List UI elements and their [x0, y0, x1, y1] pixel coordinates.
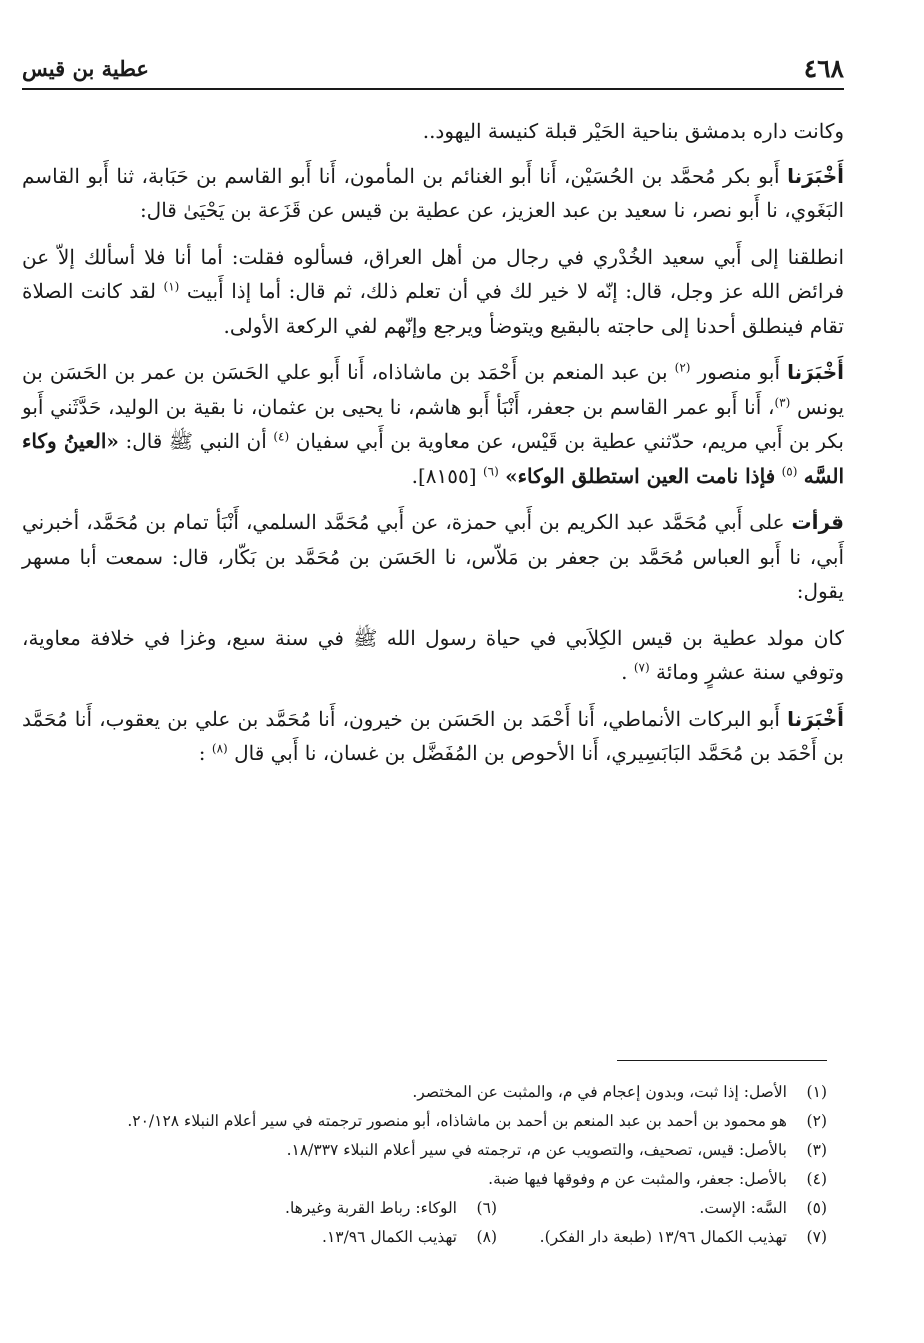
footnote-text: تهذيب الكمال ١٣/٩٦.: [322, 1228, 457, 1246]
footnotes: [48, 1078, 827, 1252]
paragraph-text: انطلقنا إلى أَبي سعيد الخُدْري في رجال من أهل العراق، فسألوه فقلت: أما أنا فلا أسألك إلاّ عن فرائض الله عز وجل، قال: إنّه لا خير لك في أن تعلم ذلك، ثم قال: أما إذا أَبيت: [22, 244, 845, 303]
footnote-number: (٦): [476, 1199, 497, 1217]
footnote-number: (١): [806, 1083, 827, 1101]
hadith-number: [٨١٥٥].: [411, 463, 477, 488]
paragraph-text: أَبو بكر مُحمَّد بن الحُسَيْن، أَنا أَبو الغنائم بن المأمون، أَنا أَبو القاسم بن حَبَابة، ثنا أَبو القاسم البَغَوي، نا أَبو نصر، نا سعيد بن عبد العزيز، عن عطية بن قيس عن قَزَعة بن يَحْيَىٰ قال:: [22, 163, 844, 222]
page-header: [22, 54, 844, 90]
footnote-ref-6[interactable]: (٦): [482, 463, 499, 478]
footnote-number: (٨): [476, 1228, 497, 1246]
paragraph-4: [22, 355, 844, 493]
paragraph-lead: أَخْبَرَنا: [787, 706, 844, 731]
hadith-quote: فإذا نامت العين استطلق الوكاء»: [505, 463, 776, 488]
footnote-ref-8[interactable]: (٨): [211, 741, 228, 756]
paragraph-text: :: [198, 741, 206, 765]
paragraph-text: أن النبي ﷺ قال:: [125, 429, 267, 453]
hadith-quote: «العينُ وكاء السَّه: [22, 429, 844, 488]
footnote-ref-5[interactable]: (٥): [781, 463, 798, 478]
paragraph-1: [22, 114, 844, 149]
footnote-ref-2[interactable]: (٢): [674, 360, 691, 375]
paragraph-text: بن عبد المنعم بن أَحْمَد بن ماشاذاه، أَنا أَبو علي الحَسَن بن عمر بن الحَسَن بن يونس: [22, 360, 845, 419]
footnote-number: (٤): [806, 1170, 827, 1188]
paragraph-6: [22, 621, 844, 690]
footnote-text: الوكاء: رباط القربة وغيرها.: [285, 1199, 457, 1217]
footnote-text: السَّه: الإست.: [699, 1199, 787, 1217]
paragraph-2: [22, 159, 844, 228]
running-title: عطية بن قيس: [22, 56, 149, 81]
footnote-4: [48, 1165, 827, 1194]
footnote-ref-4[interactable]: (٤): [273, 429, 290, 444]
footnote-7: [497, 1223, 827, 1252]
paragraph-lead: أَخْبَرَنا: [787, 163, 844, 188]
paragraph-text: على أَبي مُحَمَّد عبد الكريم بن أَبي حمزة، عن أَبي مُحَمَّد السلمي، أَنْبَأ تمام بن مُحَمَّد، أخبرني أَبي، نا أَبو العباس مُحَمَّد بن جعفر بن مَلاّس، نا الحَسَن بن مُحَمَّد بن بَكّار، قال: سمعت أبا مسهر يقول:: [22, 510, 844, 603]
footnote-8: [167, 1223, 497, 1252]
paragraph-lead: قرأت: [791, 510, 845, 534]
paragraph-text: لقد كانت الصلاة تقام فينطلق أحدنا إلى حاجته بالبقيع ويتوضأ ويرجع وإنّهم لفي الركعة الأولى.: [22, 279, 844, 338]
paragraph-text: أَبو البركات الأنماطي، أَنا أَحْمَد بن الحَسَن بن خيرون، أَنا مُحَمَّد بن علي بن يعقوب، أَنا مُحَمَّد بن أَحْمَد بن مُحَمَّد البَابَسِيري، أَنا الأحوص بن المُفَضَّل بن غسان، نا أَبي قال: [22, 706, 844, 765]
footnote-text: بالأصل: جعفر، والمثبت عن م وفوقها فيها ضبة.: [488, 1170, 787, 1188]
paragraph-3: [22, 240, 844, 344]
footnote-text: تهذيب الكمال ١٣/٩٦ (طبعة دار الفكر).: [539, 1228, 787, 1246]
footnote-6: [167, 1194, 497, 1223]
main-text: [22, 114, 844, 783]
footnote-pair-5-6: [48, 1194, 827, 1223]
footnote-2: [48, 1107, 827, 1136]
footnote-number: (٢): [806, 1112, 827, 1130]
footnote-number: (٣): [806, 1141, 827, 1159]
footnote-pair-7-8: [48, 1223, 827, 1252]
footnote-text: الأصل: إذا ثبت، وبدون إعجام في م، والمثبت عن المختصر.: [412, 1083, 787, 1101]
paragraph-5: [22, 505, 844, 609]
footnote-5: [497, 1194, 827, 1223]
page-number: ٤٦٨: [803, 54, 844, 83]
paragraph-text: أَبو منصور: [697, 360, 781, 384]
footnote-ref-1[interactable]: (١): [163, 279, 180, 294]
footnote-ref-7[interactable]: (٧): [633, 660, 650, 675]
footnote-ref-3[interactable]: (٣): [774, 394, 791, 409]
footnote-number: (٥): [806, 1199, 827, 1217]
footnote-number: (٧): [806, 1228, 827, 1246]
footnote-divider: [617, 1060, 827, 1061]
paragraph-text: ، أَنا أَبو عمر القاسم بن جعفر، أَنْبَأ أَبو هاشم، نا يحيى بن عثمان، نا بقية بن الوليد، حَدَّثَني أَبو بكر بن أَبي مريم، حدّثني عطية بن قَيْس، عن معاوية بن أَبي سفيان: [22, 394, 844, 453]
paragraph-lead: أَخْبَرَنا: [787, 360, 844, 384]
footnote-text: هو محمود بن أحمد بن عبد المنعم بن أحمد بن ماشاذاه، أبو منصور ترجمته في سير أعلام النبلاء ٢٠/١٢٨.: [127, 1112, 787, 1130]
footnote-1: [48, 1078, 827, 1107]
paragraph-7: [22, 702, 844, 771]
paragraph-text: وكانت داره بدمشق بناحية الحَيْر قبلة كنيسة اليهود..: [422, 119, 844, 143]
footnote-text: بالأصل: قيس، تصحيف، والتصويب عن م، ترجمته في سير أعلام النبلاء ١٨/٣٣٧.: [286, 1141, 787, 1159]
paragraph-text: كان مولد عطية بن قيس الكِلاَبي في حياة رسول الله ﷺ في سنة سبع، وغزا في خلافة معاوية، وتوفي سنة عشرٍ ومائة: [22, 625, 844, 684]
paragraph-text: .: [621, 660, 628, 684]
footnote-3: [48, 1136, 827, 1165]
